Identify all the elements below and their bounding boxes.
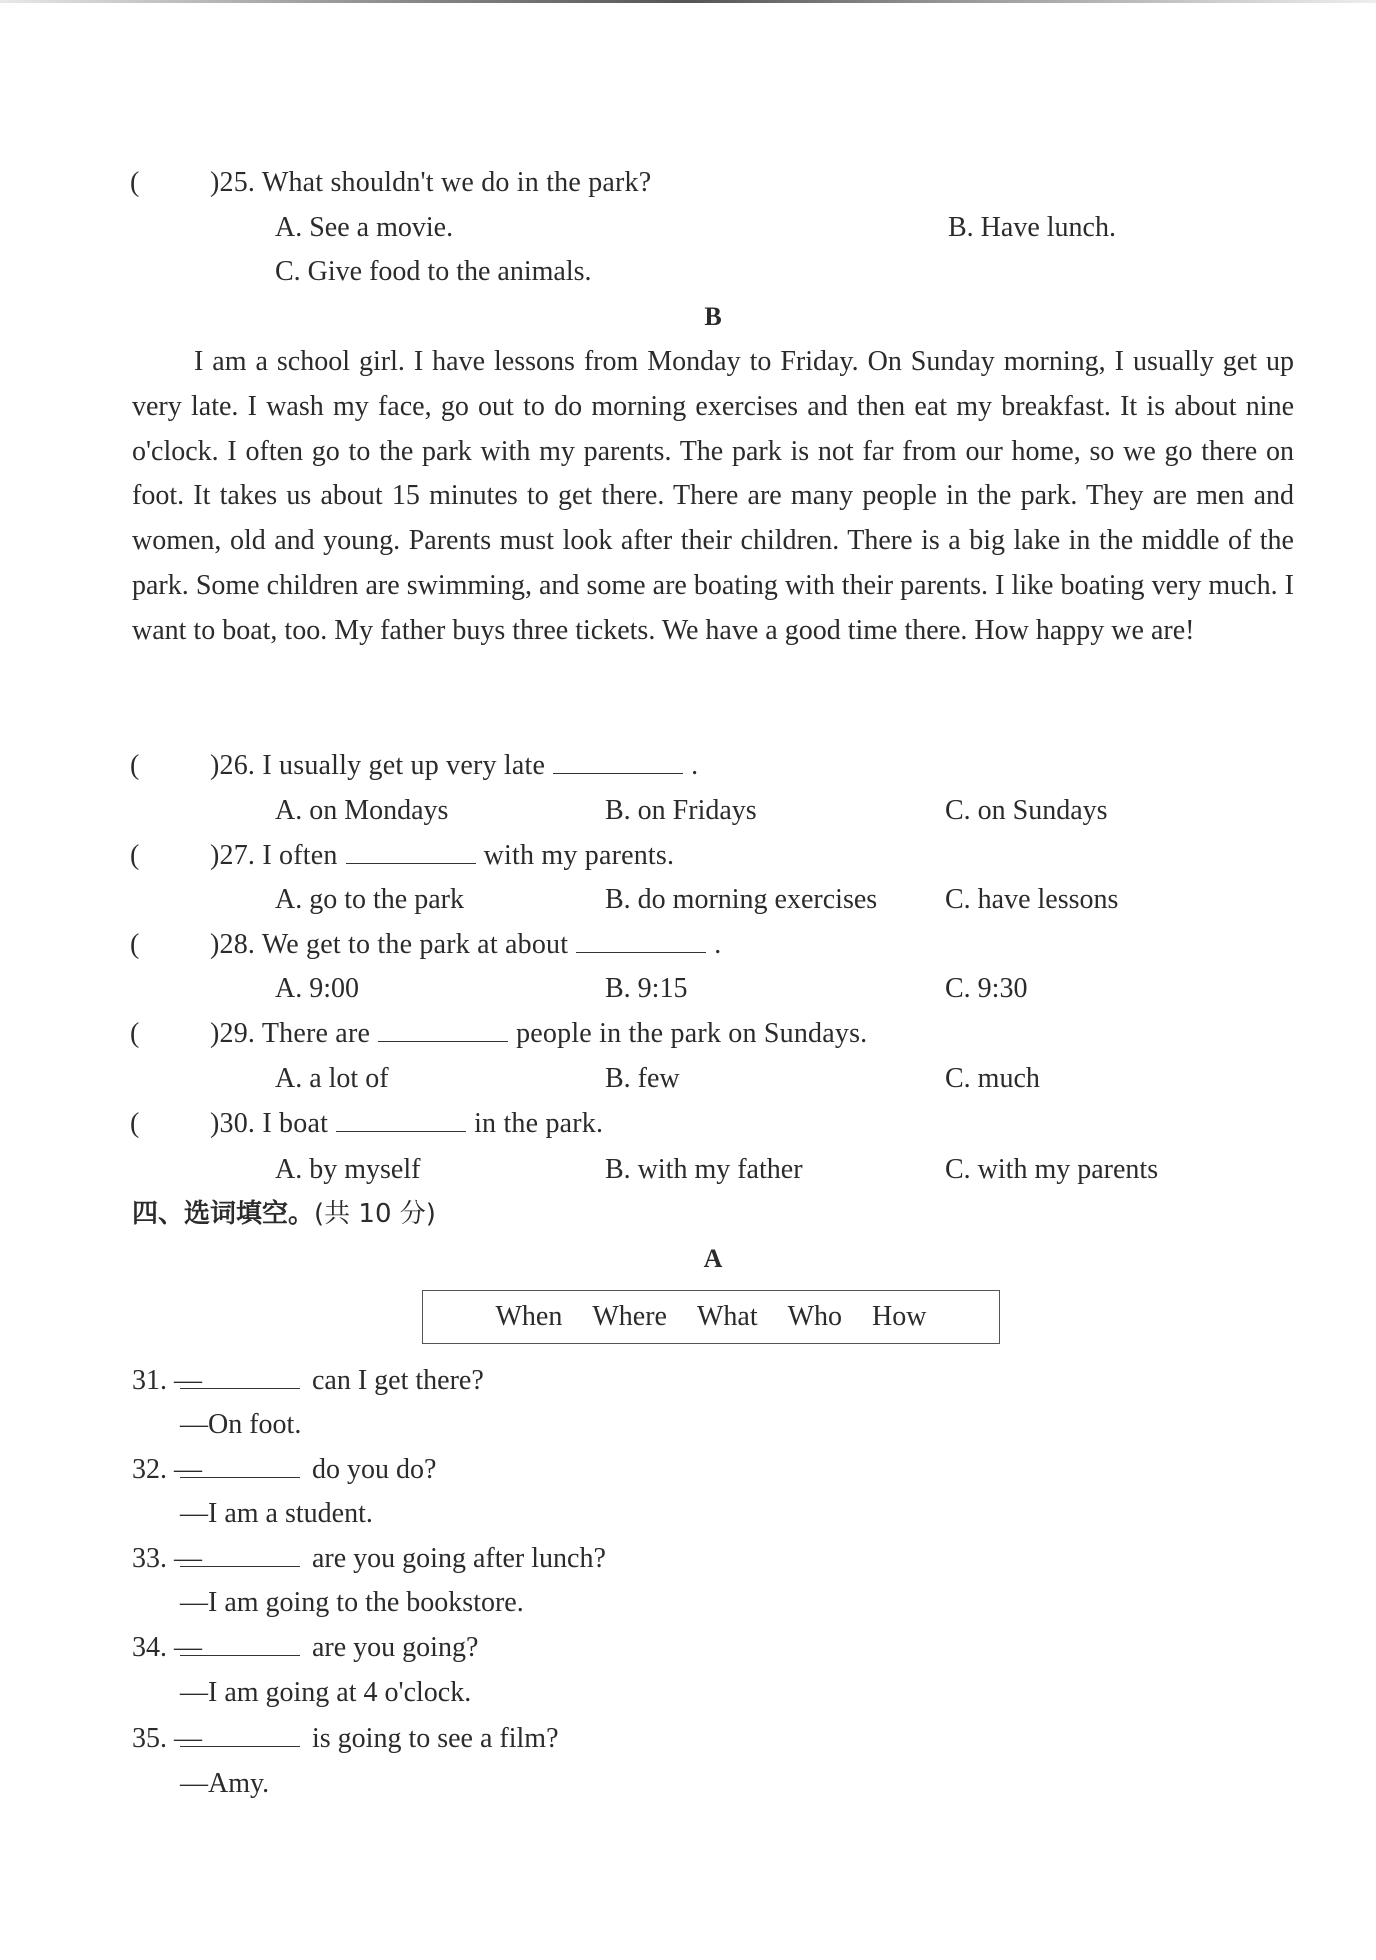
- answer-blank[interactable]: [180, 1722, 300, 1747]
- answer-blank[interactable]: [346, 839, 476, 864]
- question-text: We get to the park at about: [261, 929, 569, 960]
- option-c[interactable]: C. on Sundays: [945, 795, 1108, 826]
- fill-item-33: [132, 1542, 606, 1576]
- item-number: 34. —: [132, 1632, 202, 1663]
- reading-passage: I am a school girl. I have lessons from Monday to Friday. On Sunday morning, I usually get up very late. I wash my face, go out to do morning exercises and then eat my breakfast. It is about nine o'clock. I often go to the park with my parents. The park is not far from our home, so we go there on foot. It takes us about 15 minutes to get there. There are many people in the park. They are men and women, old and young. Parents must look after their children. There is a big lake in the middle of the park. Some children are swimming, and some are boating with their parents. I like boating very much. I want to boat, too. My father buys three tickets. We have a good time there. How happy we are!: [132, 346, 1294, 646]
- word-bank-item: How: [872, 1301, 927, 1332]
- question-number: )28.: [210, 929, 256, 960]
- item-answer: —I am going to the bookstore.: [180, 1587, 524, 1618]
- option-c[interactable]: C. 9:30: [945, 973, 1028, 1004]
- item-answer: —I am going at 4 o'clock.: [180, 1677, 472, 1708]
- item-text: are you going?: [312, 1632, 479, 1663]
- answer-blank[interactable]: [180, 1364, 300, 1389]
- option-b[interactable]: B. few: [605, 1063, 680, 1094]
- item-text: can I get there?: [312, 1365, 484, 1396]
- question-text-end: .: [691, 750, 699, 781]
- answer-paren[interactable]: (: [130, 750, 140, 781]
- question-text: I boat: [262, 1108, 329, 1139]
- question-number: )29.: [210, 1018, 256, 1049]
- answer-blank[interactable]: [180, 1453, 300, 1478]
- item-answer: —On foot.: [180, 1409, 302, 1440]
- answer-paren[interactable]: (: [130, 1108, 140, 1139]
- section-title: [132, 1197, 436, 1231]
- item-number: 35. —: [132, 1723, 202, 1754]
- question-number: )30.: [210, 1108, 256, 1139]
- answer-paren[interactable]: (: [130, 929, 140, 960]
- option-a[interactable]: A. a lot of: [275, 1063, 389, 1094]
- answer-blank[interactable]: [180, 1631, 300, 1656]
- answer-blank[interactable]: [378, 1017, 508, 1042]
- option-b[interactable]: B. do morning exercises: [605, 884, 878, 915]
- item-number: 33. —: [132, 1543, 202, 1574]
- option-a[interactable]: A. on Mondays: [275, 795, 449, 826]
- fill-item-32: [132, 1453, 436, 1487]
- sub-heading: A: [703, 1244, 723, 1273]
- option-c[interactable]: C. Give food to the animals.: [275, 256, 592, 287]
- page-top-edge: [0, 0, 1376, 3]
- passage-heading: B: [704, 302, 722, 331]
- answer-paren[interactable]: (: [130, 840, 140, 871]
- word-bank-item: When: [495, 1301, 563, 1332]
- question-number: )25.: [210, 167, 256, 198]
- option-b[interactable]: B. on Fridays: [605, 795, 757, 826]
- item-number: 31. —: [132, 1365, 202, 1396]
- item-answer: —I am a student.: [180, 1498, 373, 1529]
- question-text: There are: [261, 1018, 371, 1049]
- question-text: What shouldn't we do in the park?: [261, 167, 652, 198]
- option-b[interactable]: B. 9:15: [605, 973, 688, 1004]
- answer-blank[interactable]: [576, 928, 706, 953]
- option-c[interactable]: C. have lessons: [945, 884, 1119, 915]
- word-bank-item: Where: [592, 1301, 667, 1332]
- answer-paren[interactable]: (: [130, 1018, 140, 1049]
- option-b[interactable]: B. Have lunch.: [948, 212, 1116, 243]
- question-text-end: in the park.: [474, 1108, 604, 1139]
- answer-paren[interactable]: (: [130, 167, 140, 198]
- question-text-end: people in the park on Sundays.: [516, 1018, 868, 1049]
- question-text-end: .: [714, 929, 722, 960]
- fill-item-34: [132, 1631, 478, 1665]
- question-text: I usually get up very late: [262, 750, 546, 781]
- question-text-end: with my parents.: [483, 840, 675, 871]
- option-a[interactable]: A. 9:00: [275, 973, 359, 1004]
- option-c[interactable]: C. with my parents: [945, 1154, 1159, 1185]
- answer-blank[interactable]: [180, 1542, 300, 1567]
- item-answer: —Amy.: [180, 1768, 270, 1799]
- word-bank-item: What: [696, 1301, 758, 1332]
- section-title-text: 四、选词填空。: [132, 1199, 315, 1229]
- question-number: )26.: [210, 750, 256, 781]
- question-number: )27.: [210, 840, 256, 871]
- option-a[interactable]: A. See a movie.: [275, 212, 454, 243]
- option-b[interactable]: B. with my father: [605, 1154, 803, 1185]
- answer-blank[interactable]: [553, 749, 683, 774]
- item-number: 32. —: [132, 1454, 202, 1485]
- item-text: is going to see a film?: [312, 1723, 559, 1754]
- item-text: do you do?: [312, 1454, 437, 1485]
- word-bank: [422, 1290, 1000, 1344]
- answer-blank[interactable]: [336, 1107, 466, 1132]
- item-text: are you going after lunch?: [312, 1543, 606, 1574]
- word-bank-item: Who: [787, 1301, 843, 1332]
- option-c[interactable]: C. much: [945, 1063, 1040, 1094]
- fill-item-35: [132, 1722, 559, 1756]
- section-points: (共 10 分): [314, 1199, 436, 1229]
- option-a[interactable]: A. go to the park: [275, 884, 464, 915]
- question-text: I often: [262, 840, 338, 871]
- fill-item-31: [132, 1364, 484, 1398]
- option-a[interactable]: A. by myself: [275, 1154, 421, 1185]
